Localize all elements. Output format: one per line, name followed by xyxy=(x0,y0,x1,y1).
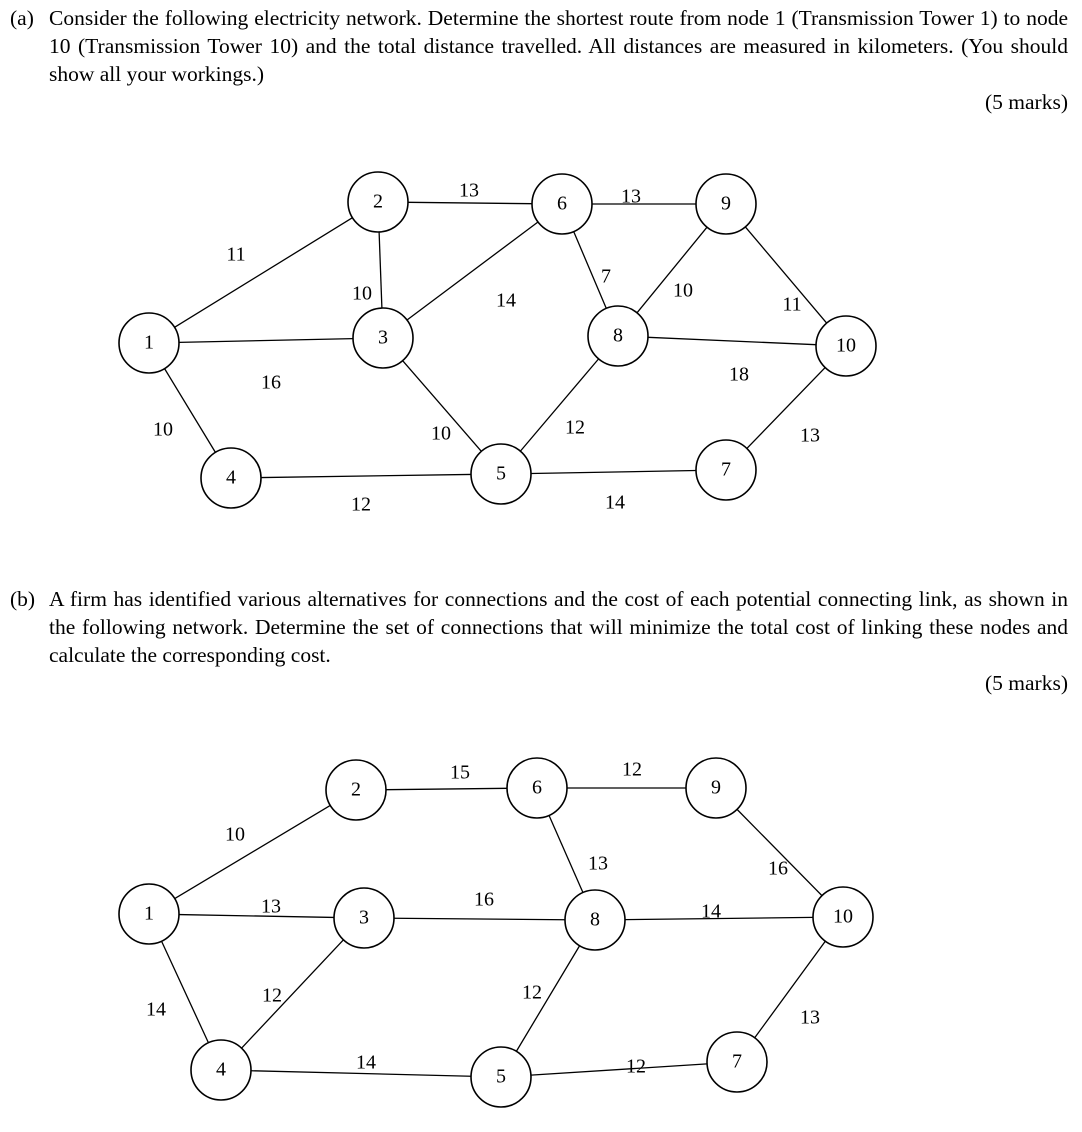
network-a-edge-weight-6-9: 13 xyxy=(621,185,641,208)
network-b-node-label-1: 1 xyxy=(144,902,154,925)
network-a-node-3 xyxy=(353,308,413,368)
network-a-edge-weight-1-2: 11 xyxy=(226,243,246,266)
network-a-edge-8-10 xyxy=(648,337,816,344)
network-a-edge-weight-2-3: 10 xyxy=(352,282,372,305)
network-a-edge-weight-5-8: 12 xyxy=(565,416,585,439)
network-b-node-9 xyxy=(686,758,746,818)
network-a-node-5 xyxy=(471,444,531,504)
network-b-edge-weight-4-5: 14 xyxy=(356,1051,376,1074)
network-b-node-7 xyxy=(707,1032,767,1092)
network-b-node-label-4: 4 xyxy=(216,1058,226,1081)
network-a-edge-weight-8-10: 18 xyxy=(729,363,749,386)
network-b-edge-3-8 xyxy=(394,918,565,919)
network-a-edge-5-8 xyxy=(520,359,598,451)
network-b-edge-9-10 xyxy=(737,809,822,895)
network-a-edge-weight-7-10: 13 xyxy=(800,424,820,447)
network-b-edge-weight-6-9: 12 xyxy=(622,758,642,781)
network-b-edge-weight-3-8: 16 xyxy=(474,888,494,911)
network-a-edge-2-6 xyxy=(408,202,532,203)
network-b-edge-1-4 xyxy=(162,941,209,1043)
network-a-edge-3-6 xyxy=(407,222,538,320)
network-b-edge-weight-6-8: 13 xyxy=(588,852,608,875)
network-b-edge-weight-5-7: 12 xyxy=(626,1055,646,1078)
network-a-edge-weight-1-4: 10 xyxy=(153,418,173,441)
network-a-edge-weight-4-5: 12 xyxy=(351,493,371,516)
question-b-text: A firm has identified various alternatives for connections and the cost of each potential connecting link, as shown in the following network. Determine the set of connections that will minimize the total cost of linking these nodes and calculate the corresponding cost. xyxy=(49,587,1068,667)
network-b-edge-2-6 xyxy=(386,788,507,789)
network-b-edge-weight-5-8: 12 xyxy=(522,981,542,1004)
question-b xyxy=(10,585,1068,697)
network-b-edge-weight-1-4: 14 xyxy=(146,998,166,1021)
network-b-edge-weight-1-2: 10 xyxy=(225,823,245,846)
question-b-text-block xyxy=(10,585,1068,669)
network-b-node-label-10: 10 xyxy=(833,905,853,928)
network-a-edge-weight-5-7: 14 xyxy=(605,491,625,514)
network-b-node-label-8: 8 xyxy=(590,908,600,931)
network-a-edge-5-7 xyxy=(531,471,696,474)
network-b-node-5 xyxy=(471,1047,531,1107)
question-a-text-block xyxy=(10,4,1068,88)
network-b-node-3 xyxy=(334,888,394,948)
network-a-node-label-7: 7 xyxy=(721,458,731,481)
network-b-node-label-9: 9 xyxy=(711,776,721,799)
network-b-edge-weight-1-3: 13 xyxy=(261,895,281,918)
network-diagram-a xyxy=(0,160,1082,540)
network-a-edge-weight-1-3: 16 xyxy=(261,371,281,394)
network-a-node-label-1: 1 xyxy=(144,331,154,354)
network-b-node-label-2: 2 xyxy=(351,778,361,801)
question-a-label: (a) xyxy=(10,6,34,30)
network-b-node-2 xyxy=(326,760,386,820)
network-a-node-label-5: 5 xyxy=(496,462,506,485)
network-b-node-label-7: 7 xyxy=(732,1050,742,1073)
network-a-edge-4-5 xyxy=(261,474,471,477)
question-a-marks: (5 marks) xyxy=(985,90,1068,114)
network-b-edge-1-3 xyxy=(179,915,334,918)
network-b-node-6 xyxy=(507,758,567,818)
network-a-node-10 xyxy=(816,316,876,376)
network-a-node-label-10: 10 xyxy=(836,334,856,357)
network-a-edge-1-2 xyxy=(175,218,353,328)
question-b-marks: (5 marks) xyxy=(985,671,1068,695)
network-a-edge-2-3 xyxy=(379,232,382,308)
network-a-edge-weight-8-9: 10 xyxy=(673,279,693,302)
network-b-edge-weight-9-10: 16 xyxy=(768,857,788,880)
network-b-edge-weight-3-4: 12 xyxy=(262,984,282,1007)
network-b-edge-6-8 xyxy=(549,815,583,892)
network-a-node-7 xyxy=(696,440,756,500)
network-a-node-label-9: 9 xyxy=(721,192,731,215)
network-b-node-4 xyxy=(191,1040,251,1100)
network-a-node-label-6: 6 xyxy=(557,192,567,215)
network-diagram-b xyxy=(0,740,1082,1120)
network-a-node-1 xyxy=(119,313,179,373)
network-a-node-6 xyxy=(532,174,592,234)
network-a-edge-8-9 xyxy=(637,227,707,313)
network-b-node-label-6: 6 xyxy=(532,776,542,799)
network-b-edge-weight-7-10: 13 xyxy=(800,1006,820,1029)
question-a xyxy=(10,4,1068,116)
network-a-edge-weight-9-10: 11 xyxy=(782,293,802,316)
network-a-node-label-4: 4 xyxy=(226,466,236,489)
network-a-edge-weight-2-6: 13 xyxy=(459,179,479,202)
network-a-node-9 xyxy=(696,174,756,234)
network-b-edge-1-2 xyxy=(175,805,331,898)
network-a-edge-1-3 xyxy=(179,339,353,343)
network-b-node-label-5: 5 xyxy=(496,1065,506,1088)
network-a-node-label-3: 3 xyxy=(378,326,388,349)
network-a-edge-weight-3-5: 10 xyxy=(431,422,451,445)
network-b-edge-weight-2-6: 15 xyxy=(450,761,470,784)
network-a-node-label-8: 8 xyxy=(613,324,623,347)
network-b-node-8 xyxy=(565,890,625,950)
question-b-label: (b) xyxy=(10,587,36,611)
network-a-edge-weight-6-8: 7 xyxy=(601,265,611,288)
network-a-node-label-2: 2 xyxy=(373,190,383,213)
network-b-node-label-3: 3 xyxy=(359,906,369,929)
network-a-node-4 xyxy=(201,448,261,508)
network-b-edge-5-7 xyxy=(531,1064,707,1075)
network-b-edge-3-4 xyxy=(242,940,344,1048)
network-a-node-8 xyxy=(588,306,648,366)
question-a-text: Consider the following electricity network. Determine the shortest route from node 1 (Transmission Tower 1) to node 10 (Transmission Tower 10) and the total distance travelled. All distances are measured in kilometers. (You should show all your workings.) xyxy=(49,6,1068,86)
network-b-node-1 xyxy=(119,884,179,944)
network-a-edge-weight-3-6: 14 xyxy=(496,289,516,312)
network-b-edge-weight-8-10: 14 xyxy=(701,900,721,923)
network-b-node-10 xyxy=(813,887,873,947)
network-a-node-2 xyxy=(348,172,408,232)
